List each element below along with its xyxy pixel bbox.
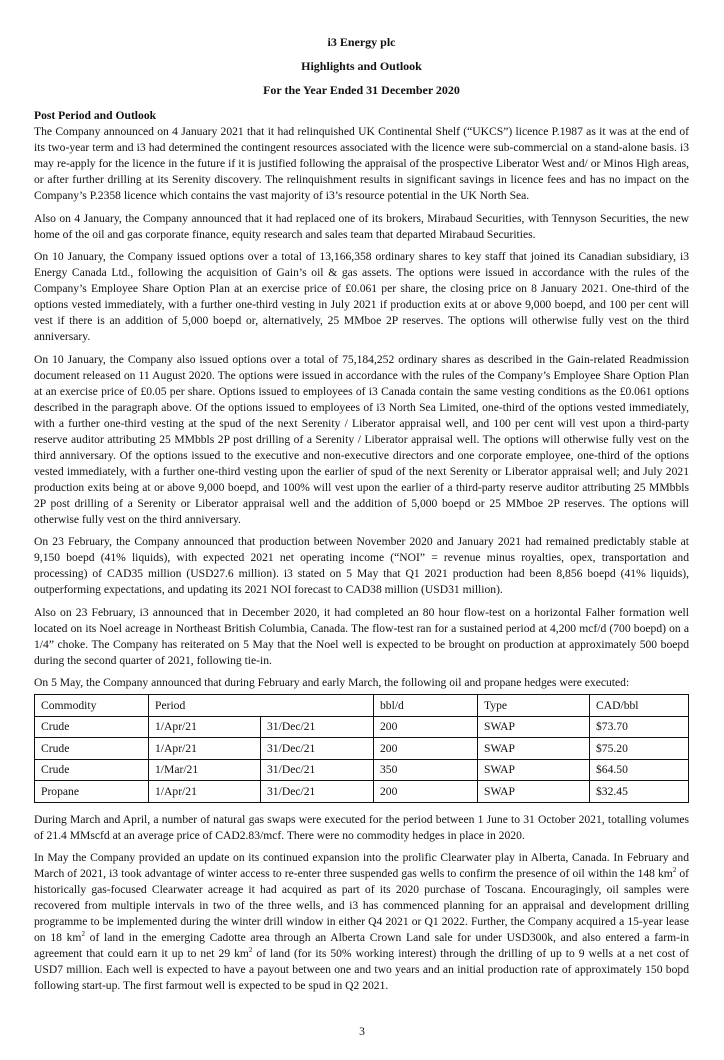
header-period: Period xyxy=(149,695,374,717)
cell-commodity: Crude xyxy=(35,759,149,781)
clearwater-text-3: of land in the emerging Cadotte area through an Alberta Crown Land sale for under USD300k, and also entered a farm-in agreement that could earn it up to net 29 km xyxy=(34,931,689,960)
cell-type: SWAP xyxy=(478,781,590,803)
cell-volume: 200 xyxy=(374,738,478,760)
cell-type: SWAP xyxy=(478,759,590,781)
section-heading: Post Period and Outlook xyxy=(34,109,157,122)
paragraph-gas-swaps: During March and April, a number of natural gas swaps were executed for the period between 1 June to 31 October 2021, totalling volumes of 21.4 MMscfd at an average price of CAD2.83/mcf. There were no commodity hedges in place in 2020. xyxy=(34,812,689,842)
paragraph-clearwater xyxy=(34,850,689,994)
cell-end: 31/Dec/21 xyxy=(261,759,374,781)
cell-type: SWAP xyxy=(478,716,590,738)
table-row xyxy=(35,738,689,760)
table-row xyxy=(35,716,689,738)
cell-volume: 200 xyxy=(374,781,478,803)
page-number: 3 xyxy=(359,1025,365,1038)
table-header-row xyxy=(35,695,689,717)
hedge-table xyxy=(34,694,689,803)
paragraph-production: On 23 February, the Company announced that production between November 2020 and January 2021 had remained predictably stable at 9,150 boepd (41% liquids), with expected 2021 net operating income (“NOI” = revenue minus royalties, opex, transportation and processing) of CAD35 million (USD27.6 million). i3 stated on 5 May that Q1 2021 production had been 8,856 boepd (41% liquids), outperforming expectations, and updating its 2021 NOI forecast to CAD38 million (USD31 million). xyxy=(34,535,689,596)
reporting-period: For the Year Ended 31 December 2020 xyxy=(263,83,460,97)
paragraph-canada-options: On 10 January, the Company issued options over a total of 13,166,358 ordinary shares to key staff that joined its Canadian subsidiary, i3 Energy Canada Ltd., following the acquisition of Gain’s oil & gas assets. The options were issued in accordance with the rules of the Company’s Employee Share Option Plan at an exercise price of £0.061 per share, the closing price on 8 January 2021. One-third of the options vested immediately, with a further one-third vesting in July 2021 if production exits at or above 9,000 boepd, and 100 per cent will vest if there is an addition of 5,000 boepd or, alternatively, 25 MMboe 2P reserves. The options will otherwise fully vest on the third anniversary. xyxy=(34,250,689,343)
cell-start: 1/Apr/21 xyxy=(149,716,261,738)
company-name: i3 Energy plc xyxy=(327,35,396,49)
paragraph-hedges-intro: On 5 May, the Company announced that during February and early March, the following oil and propane hedges were executed: xyxy=(34,676,630,689)
cell-start: 1/Mar/21 xyxy=(149,759,261,781)
superscript: 2 xyxy=(672,866,677,875)
cell-commodity: Crude xyxy=(35,716,149,738)
paragraph-brokers: Also on 4 January, the Company announced that it had replaced one of its brokers, Mirabaud Securities, with Tennyson Securities, the new home of the oil and gas corporate finance, equity research and sales team that departed Mirabaud Securities. xyxy=(34,211,689,241)
header-commodity: Commodity xyxy=(35,695,149,717)
cell-price: $32.45 xyxy=(590,781,689,803)
header-bbl-d: bbl/d xyxy=(374,695,478,717)
cell-start: 1/Apr/21 xyxy=(149,738,261,760)
superscript: 2 xyxy=(248,946,253,955)
cell-end: 31/Dec/21 xyxy=(261,716,374,738)
cell-end: 31/Dec/21 xyxy=(261,781,374,803)
cell-type: SWAP xyxy=(478,738,590,760)
cell-price: $64.50 xyxy=(590,759,689,781)
clearwater-text-1: In May the Company provided an update on its continued expansion into the prolific Clearwater play in Alberta, Canada. In February and March of 2021, i3 took advantage of winter access to re-enter three suspended gas wells to confirm the presence of oil within the 148 km xyxy=(34,851,689,880)
cell-end: 31/Dec/21 xyxy=(261,738,374,760)
cell-volume: 350 xyxy=(374,759,478,781)
paragraph-noel-flow-test: Also on 23 February, i3 announced that in December 2020, it had completed an 80 hour flow-test on a horizontal Falher formation well located on its Noel acreage in Northeast British Columbia, Canada. The flow-test ran for a sustained period at 4,200 mcf/d (700 boepd) on a 1/4” choke. The Company has reiterated on 5 May that the Noel well is expected to be brought on production at approximately 500 boepd during the second quarter of 2021, following tie-in. xyxy=(34,605,689,667)
header-cad-bbl: CAD/bbl xyxy=(590,695,689,717)
cell-volume: 200 xyxy=(374,716,478,738)
header-type: Type xyxy=(478,695,590,717)
cell-commodity: Crude xyxy=(35,738,149,760)
cell-commodity: Propane xyxy=(35,781,149,803)
clearwater-text-2: of historically gas-focused Clearwater acreage it had acquired as part of its 2020 purchase of Toscana. Encouragingly, oil samples were recovered from multiple intervals in two of the three wells, and i3 has commenced planning for an appraisal and development drilling programme to be implemented during the winter drill window in either Q4 2021 or Q1 2022. Further, the Company acquired a 15-year lease on 18 km xyxy=(34,867,689,944)
cell-start: 1/Apr/21 xyxy=(149,781,261,803)
clearwater-text-4: of land (for its 50% working interest) through the drilling of up to 9 wells at a net cost of USD7 million. Each well is expected to have a payout between one and two years and an initial production rate of approximately 150 bopd following start-up. The first farmout well is expected to be spud in Q2 2021. xyxy=(34,947,689,992)
paragraph-readmission-options: On 10 January, the Company also issued options over a total of 75,184,252 ordinary shares as described in the Gain-related Readmission document released on 11 August 2020. The options were issued in accordance with the rules of the Company’s Employee Share Option Plan at an exercise price of £0.05 per share. Options issued to employees of i3 Canada contain the same vesting conditions as the £0.061 options described in the paragraph above. Of the options issued to employees of i3 North Sea Limited, one-third of the options vested immediately, with a further one-third vesting at the spud of the next Serenity / Liberator appraisal well, and 100 per cent will vest upon a third-party reserve auditor attributing 25 MMbbls 2P post drilling of a Serenity / Liberator appraisal well. The options will otherwise fully vest on the third anniversary. Of the options issued to the executive and non-executive directors and one corporate employee, one-third of the options vested immediately, with a further one-third vesting upon the earlier of spud of the next Serenity or Liberator appraisal well; and July 2021 production exits being at or above 9,000 boepd, and 100% will vest upon the earlier of a third-party reserve auditor attributing 25 MMbbls 2P post drilling of a Serenity or Liberator appraisal well and the addition of 5,000 boepd or 25 MMboe 2P reserves. The options will otherwise fully vest on the third anniversary. xyxy=(34,352,689,526)
document-page xyxy=(34,0,689,1060)
document-subtitle: Highlights and Outlook xyxy=(301,59,422,73)
cell-price: $73.70 xyxy=(590,716,689,738)
cell-price: $75.20 xyxy=(590,738,689,760)
paragraph-ukcs-licence: The Company announced on 4 January 2021 that it had relinquished UK Continental Shelf (“UKCS”) licence P.1987 as it was at the end of its two-year term and i3 had determined the contingent resources associated with the licence were sub-commercial on a stand-alone basis. i3 may re-apply for the licence in the future if it is justified following the appraisal of the prospective Liberator West and/ or Minos High areas, or after further drilling at its Serenity discovery. The relinquishment results in significant savings in licence fees and has no impact on the Company’s P.2358 licence which contains the vast majority of i3’s resource potential in the UK North Sea. xyxy=(34,125,689,202)
superscript: 2 xyxy=(81,930,85,939)
table-row xyxy=(35,781,689,803)
table-row xyxy=(35,759,689,781)
